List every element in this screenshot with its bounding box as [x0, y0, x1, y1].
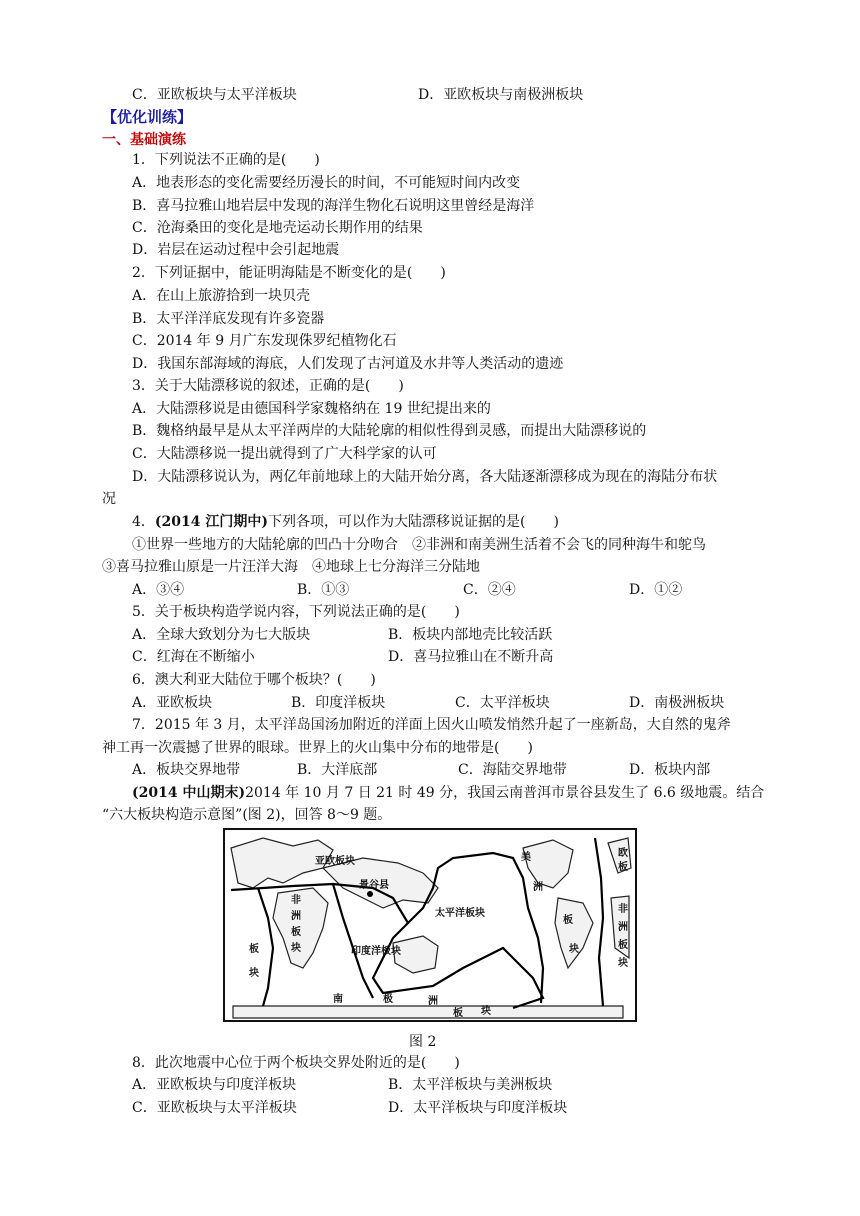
q4-option-b: B．①③ — [297, 582, 350, 598]
q1-option-d: D．岩层在运动过程中会引起地震 — [132, 242, 340, 258]
q4-source: (2014 江门期中) — [154, 514, 269, 530]
q8-stem: 8．此次地震中心位于两个板块交界处附近的是( ) — [132, 1055, 460, 1071]
label-jinggu: 景谷县 — [359, 880, 389, 891]
q8-option-d: D．太平洋板块与印度洋板块 — [388, 1100, 568, 1116]
q3-stem: 3．关于大陆漂移说的叙述，正确的是( ) — [132, 378, 404, 394]
label-antarctica-4: 板 — [453, 1008, 463, 1019]
q4-option-c: C．②④ — [463, 582, 516, 598]
label-antarctica-2: 极 — [383, 994, 393, 1005]
q5-option-c: C．红海在不断缩小 — [132, 649, 255, 665]
label-antarctica-3: 洲 — [428, 996, 438, 1007]
q8-9-intro-line1 — [132, 784, 764, 802]
q4-evidence-line1: ①世界一些地方的大陆轮廓的凹凸十分吻合 ②非洲和南美洲生活着不会飞的同种海牛和鸵鸟 — [132, 537, 706, 553]
q7-stem-line1: 7．2015 年 3 月，太平洋岛国汤加附近的洋面上因火山喷发悄然升起了一座新岛，大自然的鬼斧 — [132, 717, 731, 733]
q3-option-a: A．大陆漂移说是由德国科学家魏格纳在 19 世纪提出来的 — [132, 401, 491, 417]
label-right-3: 非 — [618, 904, 628, 915]
q8-9-intro-text: 2014 年 10 月 7 日 21 时 49 分，我国云南普洱市景谷县发生了 6.6 级地震。结合 — [245, 785, 765, 801]
q4-option-d: D．①② — [629, 582, 683, 598]
label-africa-4: 块 — [291, 943, 301, 954]
label-right-4: 洲 — [618, 922, 628, 933]
prev-option-c: C．亚欧板块与太平洋板块 — [132, 87, 297, 103]
figure-caption: 图 2 — [409, 1034, 437, 1050]
label-america-2: 洲 — [533, 882, 543, 893]
q7-stem-line2: 神工再一次震撼了世界的眼球。世界上的火山集中分布的地带是( ) — [102, 740, 533, 756]
q6-stem: 6．澳大利亚大陆位于哪个板块？( ) — [132, 672, 376, 688]
label-pacific-plate: 太平洋板块 — [435, 908, 485, 919]
q4-option-a: A．③④ — [132, 582, 185, 598]
q3-option-d: D．大陆漂移说认为，两亿年前地球上的大陆开始分离，各大陆逐渐漂移成为现在的海陆分布状 — [132, 469, 718, 485]
label-africa-3: 板 — [291, 927, 301, 938]
label-africa-2: 洲 — [291, 911, 301, 922]
q6-option-b: B．印度洋板块 — [291, 695, 386, 711]
q8-9-source: (2014 中山期末) — [132, 785, 246, 801]
label-antarctica-1: 南 — [333, 994, 343, 1005]
q8-9-intro-line2: “六大板块构造示意图”(图 2)，回答 8～9 题。 — [102, 807, 392, 823]
q8-option-b: B．太平洋板块与美洲板块 — [388, 1077, 553, 1093]
prev-option-d: D．亚欧板块与南极洲板块 — [418, 87, 584, 103]
label-africa-1: 非 — [291, 895, 301, 906]
q6-option-a: A．亚欧板块 — [132, 695, 213, 711]
q5-option-b: B．板块内部地壳比较活跃 — [388, 627, 553, 643]
q2-stem: 2．下列证据中，能证明海陆是不断变化的是( ) — [132, 265, 446, 281]
q4-stem-text: 下列各项，可以作为大陆漂移说证据的是( ) — [268, 514, 559, 530]
jinggu-marker — [367, 891, 373, 897]
label-america-1: 美 — [521, 852, 531, 863]
label-antarctica-5: 块 — [481, 1006, 491, 1017]
label-right-5: 板 — [618, 940, 628, 951]
sub-title: 一、基础演练 — [102, 132, 186, 148]
section-title: 【优化训练】 — [102, 108, 193, 126]
q1-stem: 1．下列说法不正确的是( ) — [132, 152, 320, 168]
label-america-3: 板 — [563, 915, 573, 926]
label-right-2: 板 — [618, 862, 628, 873]
q4-evidence-line2: ③喜马拉雅山原是一片汪洋大海 ④地球上七分海洋三分陆地 — [102, 559, 480, 575]
label-left-plate-2: 块 — [249, 968, 259, 979]
label-right-1: 欧 — [618, 848, 628, 859]
q2-option-a: A．在山上旅游拾到一块贝壳 — [132, 288, 311, 304]
q3-option-d-cont: 况 — [102, 491, 116, 507]
plate-tectonics-map — [223, 828, 637, 1022]
q8-option-a: A．亚欧板块与印度洋板块 — [132, 1077, 297, 1093]
label-right-6: 块 — [618, 958, 628, 969]
q2-option-d: D．我国东部海域的海底，人们发现了古河道及水井等人类活动的遗迹 — [132, 356, 564, 372]
q2-option-c: C．2014 年 9 月广东发现侏罗纪植物化石 — [132, 333, 397, 349]
q1-option-b: B．喜马拉雅山地岩层中发现的海洋生物化石说明这里曾经是海洋 — [132, 198, 535, 214]
q6-option-c: C．太平洋板块 — [455, 695, 550, 711]
q6-option-d: D．南极洲板块 — [629, 695, 725, 711]
q7-option-b: B．大洋底部 — [297, 762, 378, 778]
plate-map-svg — [223, 828, 637, 1022]
q1-option-a: A．地表形态的变化需要经历漫长的时间，不可能短时间内改变 — [132, 175, 521, 191]
label-america-4: 块 — [569, 944, 579, 955]
q7-option-c: C．海陆交界地带 — [458, 762, 567, 778]
q5-option-a: A．全球大致划分为七大版块 — [132, 627, 311, 643]
q7-option-d: D．板块内部 — [629, 762, 711, 778]
antarctica-shape — [233, 1006, 623, 1018]
q7-option-a: A．板块交界地带 — [132, 762, 241, 778]
q5-stem: 5．关于板块构造学说内容，下列说法正确的是( ) — [132, 604, 460, 620]
q1-option-c: C．沧海桑田的变化是地壳运动长期作用的结果 — [132, 220, 423, 236]
q4-stem: 4．(2014 江门期中)下列各项，可以作为大陆漂移说证据的是( ) — [132, 514, 559, 530]
label-left-plate-1: 板 — [249, 944, 259, 955]
q8-option-c: C．亚欧板块与太平洋板块 — [132, 1100, 297, 1116]
q3-option-b: B．魏格纳最早是从太平洋两岸的大陆轮廓的相似性得到灵感，而提出大陆漂移说的 — [132, 423, 647, 439]
label-eurasia-plate: 亚欧板块 — [315, 856, 355, 867]
q5-option-d: D．喜马拉雅山在不断升高 — [388, 649, 554, 665]
q3-option-c: C．大陆漂移说一提出就得到了广大科学家的认可 — [132, 446, 437, 462]
q2-option-b: B．太平洋洋底发现有许多瓷器 — [132, 311, 325, 327]
label-indian-plate: 印度洋板块 — [351, 946, 401, 957]
